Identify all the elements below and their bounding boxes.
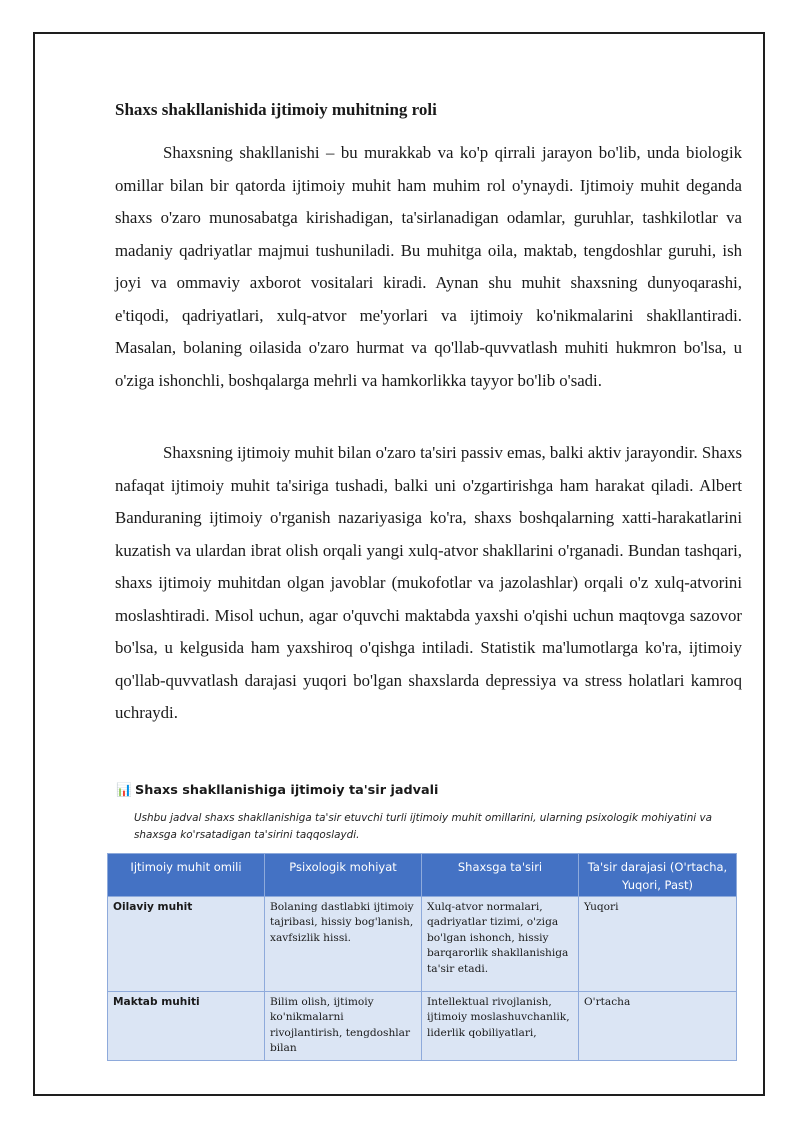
column-header: Ijtimoiy muhit omili: [108, 854, 265, 897]
table-caption: [116, 783, 736, 798]
table-cell: Yuqori: [579, 897, 737, 992]
table-cell: Maktab muhiti: [108, 992, 265, 1061]
paragraph: Shaxsning shakllanishi – bu murakkab va ko'p qirrali jarayon bo'lib, unda biologik omillar bilan bir qatorda ijtimoiy muhit ham muhim rol o'ynaydi. Ijtimoiy muhit deganda shaxs o'zaro munosabatga kirishadigan, ta'sirlanadigan odamlar, guruhlar, tashkilotlar va madaniy qadriyatlar majmui tushuniladi. Bu muhitga oila, maktab, tengdoshlar guruhi, ish joyi va ommaviy axborot vositalari kiradi. Aynan shu muhit shaxsning dunyoqarashi, e'tiqodi, qadriyatlari, xulq-atvor me'yorlari va ijtimoiy ko'nikmalarini shakllantiradi. Masalan, bolaning oilasida o'zaro hurmat va qo'llab-quvvatlash muhiti hukmron bo'lsa, u o'ziga ishonchli, boshqalarga mehrli va hamkorlikka tayyor bo'lib o'sadi.: [115, 143, 742, 390]
table-cell: O'rtacha: [579, 992, 737, 1061]
table-description: Ushbu jadval shaxs shakllanishiga ta'sir etuvchi turli ijtimoiy muhit omillarini, ularning psixologik mohiyatini va shaxsga ko'rsatadigan ta'sirini taqqoslaydi.: [134, 812, 712, 841]
column-header: Psixologik mohiyat: [265, 854, 422, 897]
social-impact-table: [107, 853, 737, 1061]
table-cell: Xulq-atvor normalari, qadriyatlar tizimi, o'ziga bo'lgan ishonch, hissiy barqarorlik shakllanishiga ta'sir etadi.: [422, 897, 579, 992]
paragraph: Shaxsning ijtimoiy muhit bilan o'zaro ta'siri passiv emas, balki aktiv jarayondir. Shaxs nafaqat ijtimoiy muhit ta'siriga tushadi, balki uni o'zgartirishga ham harakat qiladi. Albert Banduraning ijtimoiy o'rganish nazariyasiga ko'ra, shaxs boshqalarning xatti-harakatlarini kuzatish va ulardan ibrat olish orqali yangi xulq-atvor shakllarini o'rganadi. Bundan tashqari, shaxs ijtimoiy muhitdan olgan javoblar (mukofotlar va jazolashlar) orqali o'z xulq-atvorini moslashtiradi. Misol uchun, agar o'quvchi maktabda yaxshi o'qishi uchun maqtovga sazovor bo'lsa, u kelgusida ham yaxshiroq o'qishga intiladi. Statistik ma'lumotlarga ko'ra, ijtimoiy qo'llab-quvvatlash darajasi yuqori bo'lgan shaxslarda depressiya va stress holatlari kamroq uchraydi.: [115, 443, 742, 722]
table-cell: Oilaviy muhit: [108, 897, 265, 992]
table-title: Shaxs shakllanishiga ijtimoiy ta'sir jadvali: [135, 783, 439, 798]
table-cell: Bilim olish, ijtimoiy ko'nikmalarni rivojlantirish, tengdoshlar bilan: [265, 992, 422, 1061]
table-cell: Intellektual rivojlanish, ijtimoiy moslashuvchanlik, liderlik qobiliyatlari,: [422, 992, 579, 1061]
table-row: [108, 992, 737, 1061]
table-header-row: [108, 854, 737, 897]
table-cell: Bolaning dastlabki ijtimoiy tajribasi, hissiy bog'lanish, xavfsizlik hissi.: [265, 897, 422, 992]
column-header: Shaxsga ta'siri: [422, 854, 579, 897]
bar-chart-icon: 📊: [116, 783, 132, 798]
column-header: Ta'sir darajasi (O'rtacha, Yuqori, Past): [579, 854, 737, 897]
table-row: [108, 897, 737, 992]
document-title: Shaxs shakllanishida ijtimoiy muhitning roli: [115, 100, 437, 119]
